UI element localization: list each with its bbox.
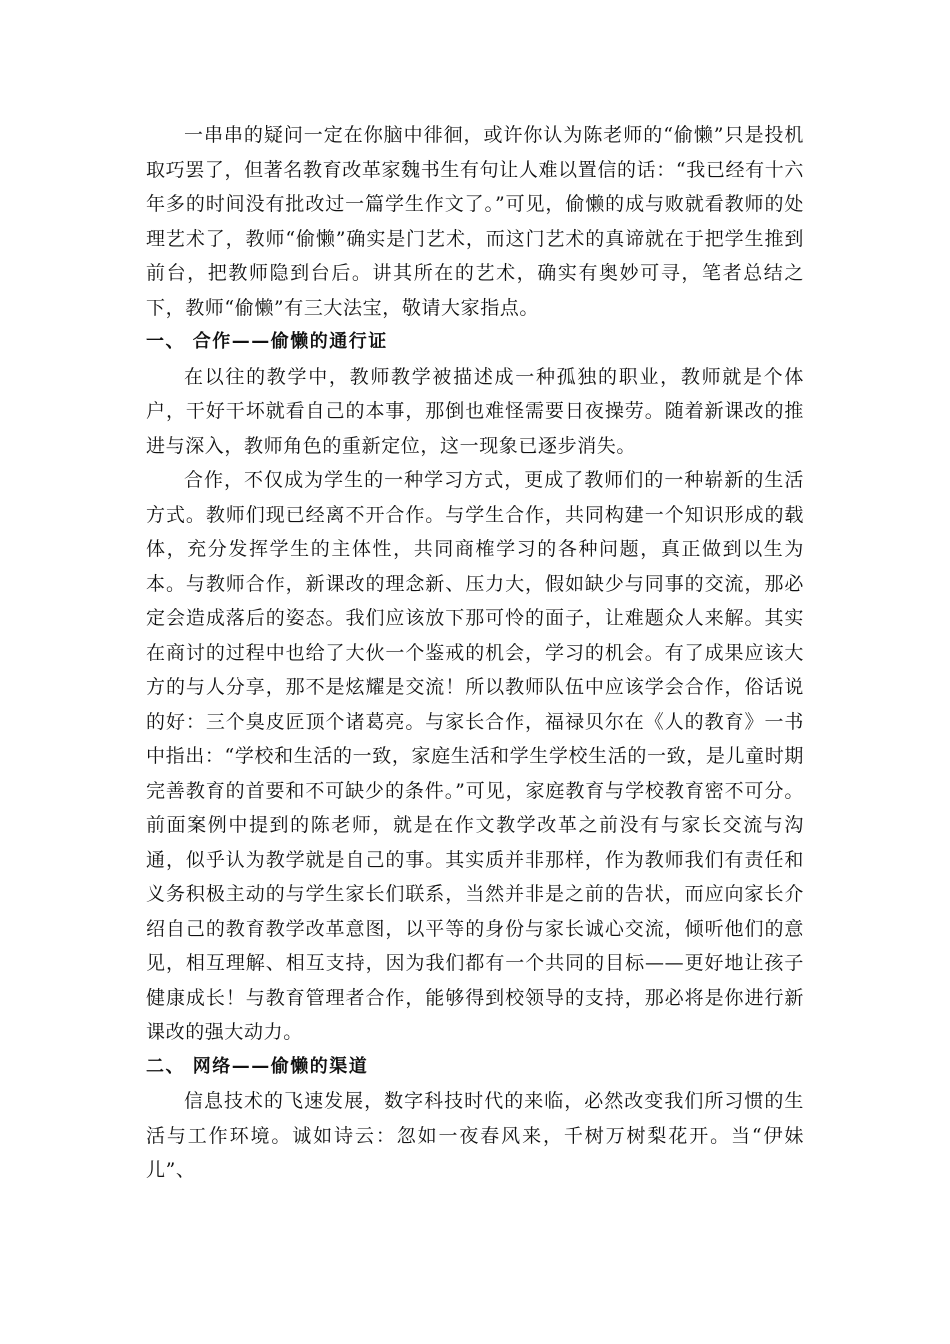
section1-paragraph-2: 合作，不仅成为学生的一种学习方式，更成了教师们的一种崭新的生活方式。教师们现已经离不开合作。与学生合作，共同构建一个知识形成的载体，充分发挥学生的主体性，共同商榷学习的各种问题，真正做到以生为本。与教师合作，新课改的理念新、压力大，假如缺少与同事的交流，那必定会造成落后的姿态。我们应该放下那可怜的面子，让难题众人来解。其实在商讨的过程中也给了大伙一个鉴戒的机会，学习的机会。有了成果应该大方的与人分享，那不是炫耀是交流！所以教师队伍中应该学会合作，俗话说的好：三个臭皮匠顶个诸葛亮。与家长合作，福禄贝尔在《人的教育》一书中指出：“学校和生活的一致，家庭生活和学生学校生活的一致，是儿童时期完善教育的首要和不可缺少的条件。”可见，家庭教育与学校教育密不可分。前面案例中提到的陈老师，就是在作文教学改革之前没有与家长交流与沟通，似乎认为教学就是自己的事。其实质并非那样，作为教师我们有责任和义务积极主动的与学生家长们联系，当然并非是之前的告状，而应向家长介绍自己的教育教学改革意图，以平等的身份与家长诚心交流，倾听他们的意见，相互理解、相互支持，因为我们都有一个共同的目标——更好地让孩子健康成长！与教育管理者合作，能够得到校领导的支持，那必将是你进行新课改的强大动力。: [146, 469, 804, 1043]
document-page: [146, 118, 804, 1188]
intro-paragraph: 一串串的疑问一定在你脑中徘徊，或许你认为陈老师的“偷懒”只是投机取巧罢了，但著名教育改革家魏书生有句让人难以置信的话：“我已经有十六年多的时间没有批改过一篇学生作文了。”可见，偷懒的成与败就看教师的处理艺术了，教师“偷懒”确实是门艺术，而这门艺术的真谛就在于把学生推到前台，把教师隐到台后。讲其所在的艺术，确实有奥妙可寻，笔者总结之下，教师“偷懒”有三大法宝，敬请大家指点。: [146, 124, 804, 319]
section-heading-cooperation: 一、 合作——偷懒的通行证: [146, 331, 388, 352]
section-heading-network: 二、 网络——偷懒的渠道: [146, 1055, 369, 1077]
section1-paragraph-1: 在以往的教学中，教师教学被描述成一种孤独的职业，教师就是个体户，干好干坏就看自己的本事，那倒也难怪需要日夜操劳。随着新课改的推进与深入，教师角色的重新定位，这一现象已逐步消失。: [146, 365, 804, 457]
section2-paragraph-1: 信息技术的飞速发展，数字科技时代的来临，必然改变我们所习惯的生活与工作环境。诚如诗云：忽如一夜春风来，千树万树梨花开。当“伊妹儿”、: [146, 1090, 804, 1181]
